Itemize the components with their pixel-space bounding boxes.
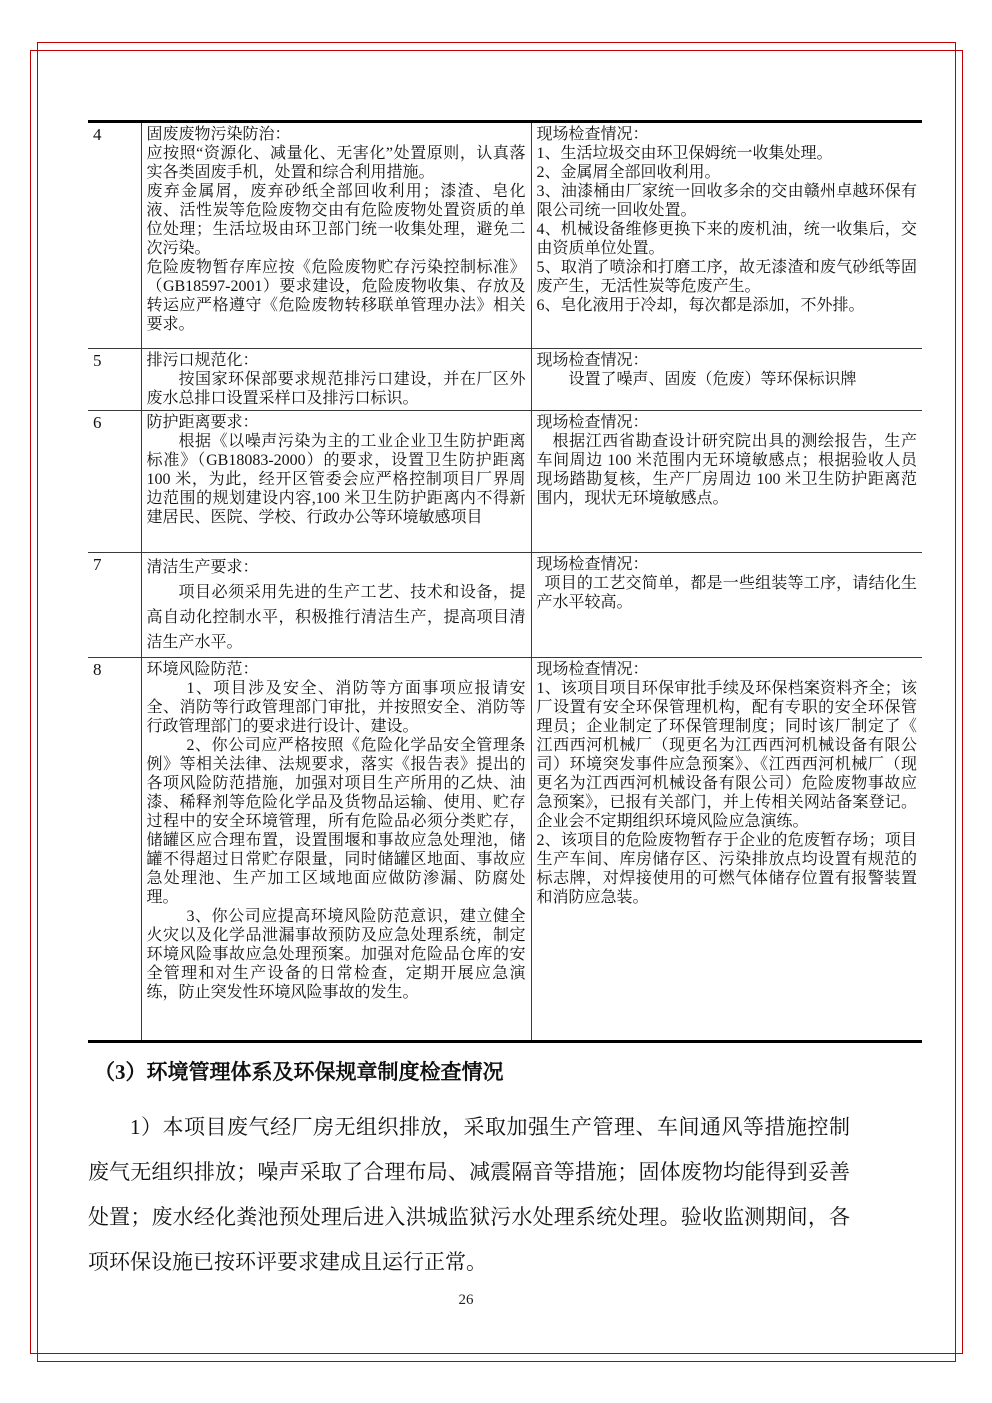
cell-paragraph: 3、油漆桶由厂家统一回收多余的交由赣州卓越环保有限公司统一回收处置。 [536, 183, 917, 219]
cell-paragraph: 1、项目涉及安全、消防等方面事项应报请安全、消防等行政管理部门审批，并按照安全、消防等行政管理部门的要求进行设计、建设。 [146, 680, 526, 735]
row-number-cell: 6 [88, 411, 141, 553]
cell-paragraph: 危险废物暂存库应按《危险废物贮存污染控制标准》（GB18597-2001）要求建设，危险废物收集、存放及转运应严格遵守《危险废物转移联单管理办法》相关要求。 [146, 259, 526, 333]
requirement-cell [141, 658, 531, 1042]
cell-paragraph: 5、取消了喷涂和打磨工序，故无漆渣和废气砂纸等固废产生，无活性炭等危废产生。 [536, 259, 917, 295]
requirement-cell [141, 553, 531, 658]
section-paragraph: 1）本项目废气经厂房无组织排放，采取加强生产管理、车间通风等措施控制废气无组织排放；噪声采取了合理布局、减震隔音等措施；固体废物均能得到妥善处置；废水经化粪池预处理后进入洪城监狱污水处理系统处理。验收监测期间，各项环保设施已按环评要求建成且运行正常。 [88, 1115, 850, 1274]
cell-title: 固废废物污染防治： [146, 126, 291, 143]
row-number-cell: 4 [88, 122, 141, 349]
cell-paragraph: 1、该项目项目环保审批手续及环保档案资料齐全；该厂设置有安全环保管理机构，配有专职的安全环保管理员；企业制定了环保管理制度；同时该厂制定了《 江西西河机械厂（现更名为江西西河机械设备有限公司）环境突发事件应急预案》、《江西西河机械厂（现更名为江西西河机械设备有限公司）危险废物事故应急预案》，已报有关部门，并上传相关网站备案登记。企业会不定期组织环境风险应急演练。 [536, 680, 917, 830]
requirement-cell [141, 411, 531, 553]
row-number-cell: 7 [88, 553, 141, 658]
cell-paragraph: 项目必须采用先进的生产工艺、技术和设备，提高自动化控制水平，积极推行清洁生产，提高项目清洁生产水平。 [146, 584, 526, 651]
table-row [88, 658, 922, 1042]
cell-paragraph: 废弃金属屑，废弃砂纸全部回收利用；漆渣、皂化液、活性炭等危险废物交由有危险废物处置资质的单位处理；生活垃圾由环卫部门统一收集处理，避免二次污染。 [146, 183, 526, 257]
inspection-table [88, 120, 922, 1043]
inspection-cell [531, 658, 922, 1042]
row-number-cell: 8 [88, 658, 141, 1042]
cell-paragraph: 3、你公司应提高环境风险防范意识，建立健全火灾以及化学品泄漏事故预防及应急处理系统，制定环境风险事故应急处理预案。加强对危险品仓库的安全管理和对生产设备的日常检查，定期开展应急演练，防止突发性环境风险事故的发生。 [146, 908, 526, 1001]
page-number: 26 [458, 1292, 474, 1308]
cell-paragraph: 2、该项目的危险废物暂存于企业的危废暂存场；项目生产车间、库房储存区、污染排放点均设置有规范的标志牌，对焊接使用的可燃气体储存位置有报警装置和消防应急装。 [536, 832, 917, 906]
cell-paragraph: 根据《以噪声污染为主的工业企业卫生防护距离标准》（GB18083-2000）的要求，设置卫生防护距离 100 米，为此，经开区管委会应严格控制项目厂界周边范围的规划建设内容,100 米卫生防护距离内不得新建居民、医院、学校、行政办公等环境敏感项目 [146, 433, 526, 526]
cell-title: 现场检查情况： [536, 414, 649, 431]
cell-paragraph: 项目的工艺交简单，都是一些组装等工序，请结化生产水平较高。 [536, 575, 917, 611]
cell-paragraph: 1、生活垃圾交由环卫保姆统一收集处理。 [536, 145, 833, 162]
cell-title: 现场检查情况： [536, 126, 649, 143]
cell-paragraph: 按国家环保部要求规范排污口建设，并在厂区外废水总排口设置采样口及排污口标识。 [146, 371, 526, 407]
section-heading: （3）环境管理体系及环保规章制度检查情况 [94, 1060, 504, 1084]
cell-paragraph: 设置了噪声、固废（危废）等环保标识牌 [568, 371, 857, 388]
inspection-cell [531, 122, 922, 349]
cell-paragraph: 2、金属屑全部回收利用。 [536, 164, 721, 181]
requirement-cell [141, 349, 531, 411]
cell-title: 环境风险防范： [146, 661, 259, 678]
cell-title: 现场检查情况： [536, 556, 649, 573]
cell-paragraph: 应按照“资源化、减量化、无害化”处置原则，认真落实各类固废手机，处置和综合利用措施。 [146, 145, 526, 181]
cell-paragraph: 2、你公司应严格按照《危险化学品安全管理条例》等相关法律、法规要求，落实《报告表》提出的各项风险防范措施，加强对项目生产所用的乙炔、油漆、稀释剂等危险化学品及货物品运输、使用、贮存过程中的安全环境管理，所有危险品必须分类贮存，储罐区应合理布置，设置围堰和事故应急处理池，储罐不得超过日常贮存限量，同时储罐区地面、事故应急处理池、生产加工区域地面应做防渗漏、防腐处理。 [146, 737, 526, 906]
inspection-cell [531, 349, 922, 411]
table-row [88, 411, 922, 553]
cell-title: 现场检查情况： [536, 352, 649, 369]
inspection-cell [531, 553, 922, 658]
table-row [88, 122, 922, 349]
table-row [88, 553, 922, 658]
requirement-cell [141, 122, 531, 349]
cell-paragraph: 4、机械设备维修更换下来的废机油，统一收集后，交由资质单位处置。 [536, 221, 917, 257]
cell-title: 排污口规范化： [146, 352, 259, 369]
cell-title: 清洁生产要求： [146, 559, 259, 576]
cell-paragraph: 根据江西省勘查设计研究院出具的测绘报告，生产车间周边 100 米范围内无环境敏感点；根据验收人员现场踏勘复核，生产厂房周边 100 米卫生防护距离范围内，现状无环境敏感点。 [536, 433, 917, 507]
page-content [88, 120, 922, 1285]
cell-paragraph: 6、皂化液用于冷却，每次都是添加，不外排。 [536, 297, 865, 314]
cell-title: 防护距离要求： [146, 414, 259, 431]
row-number-cell: 5 [88, 349, 141, 411]
inspection-cell [531, 411, 922, 553]
table-row [88, 349, 922, 411]
cell-title: 现场检查情况： [536, 661, 649, 678]
